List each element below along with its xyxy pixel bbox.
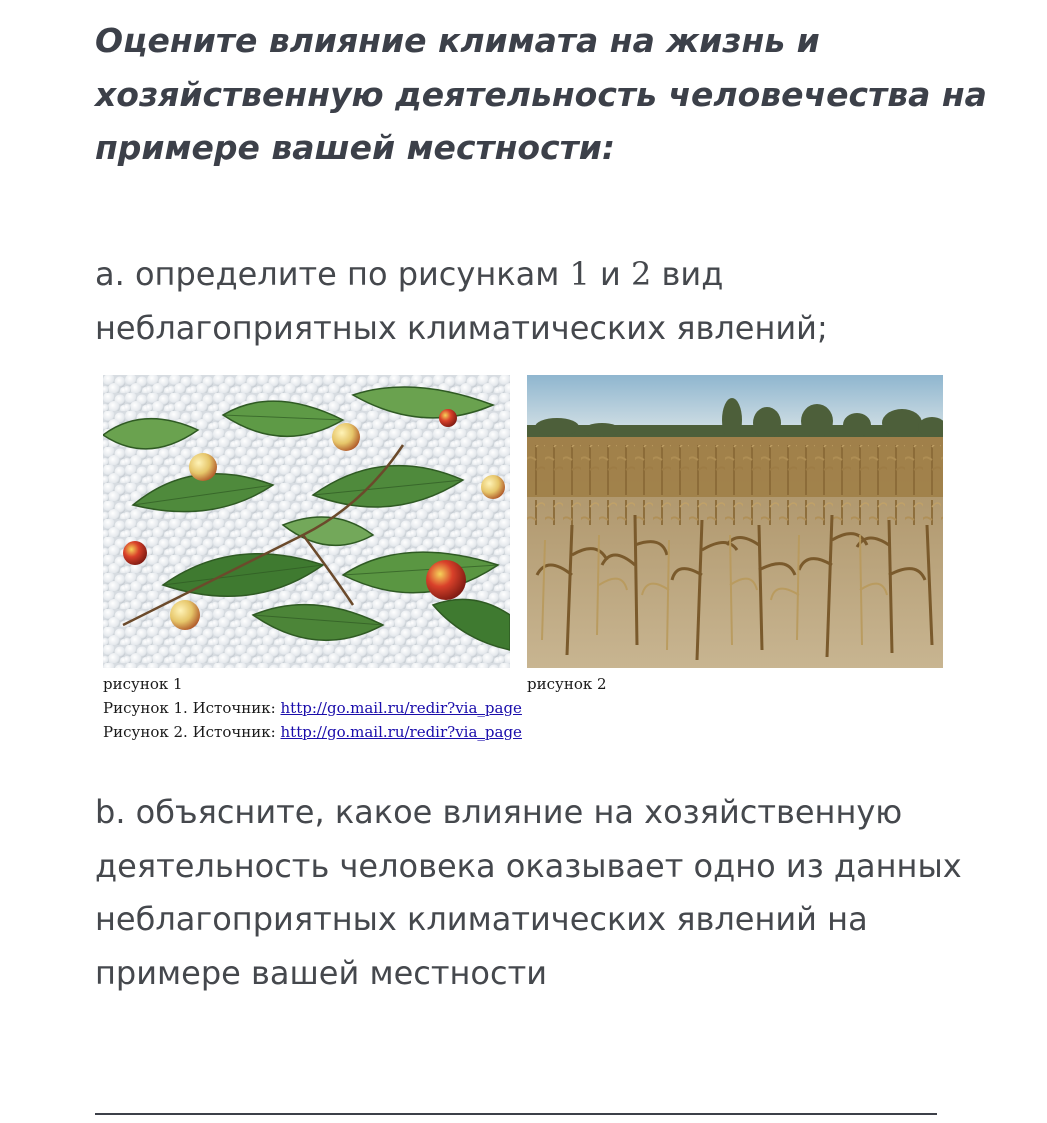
task-b-text: b. объясните, какое влияние на хозяйственную деятельность человека оказывает одно из данных неблагоприятных климатических явлений на примере вашей местности bbox=[95, 793, 962, 992]
figure-2-source-link[interactable]: http://go.mail.ru/redir?via_page bbox=[280, 723, 522, 741]
figure-2-drought-image bbox=[527, 375, 943, 668]
figure-1-source-label: Рисунок 1. Источник: bbox=[103, 699, 281, 717]
task-a-suffix: вид неблагоприятных климатических явлений; bbox=[95, 255, 828, 347]
task-a-conjunction: и bbox=[589, 255, 631, 293]
drought-illustration bbox=[527, 375, 943, 668]
task-a-prefix: a. определите по рисункам bbox=[95, 255, 570, 293]
figure-2-caption: рисунок 2 bbox=[527, 675, 607, 693]
hail-illustration bbox=[103, 375, 510, 668]
task-a-text bbox=[95, 248, 995, 355]
figure-2-source bbox=[103, 722, 522, 742]
figure-2-source-label: Рисунок 2. Источник: bbox=[103, 723, 281, 741]
figure-1-hail-image bbox=[103, 375, 510, 668]
task-a-figure-number-1: 1 bbox=[569, 255, 590, 293]
answer-line[interactable] bbox=[95, 1113, 937, 1115]
figure-1-caption: рисунок 1 bbox=[103, 675, 183, 693]
task-a-figure-number-2: 2 bbox=[631, 255, 652, 293]
task-title: Оцените влияние климата на жизнь и хозяйственную деятельность человечества на примере вашей местности: bbox=[95, 21, 987, 167]
figure-1-source bbox=[103, 698, 522, 718]
figure-1-source-link[interactable]: http://go.mail.ru/redir?via_page bbox=[280, 699, 522, 717]
